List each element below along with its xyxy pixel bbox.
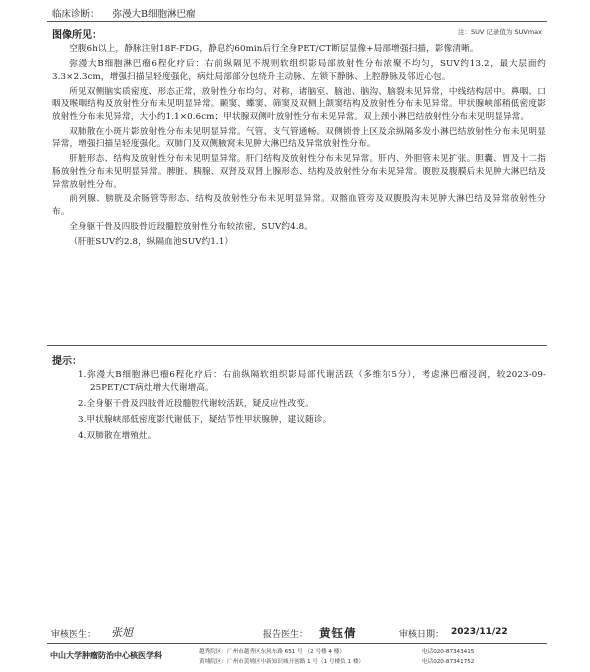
reporter-name: 黄钰倩 <box>319 626 357 640</box>
findings-paragraph: 全身躯干骨及四肢骨近段髓腔放射性分布较浓密，SUV约4.8。 <box>69 222 313 233</box>
findings-paragraph: 空腹6h以上，静脉注射18F-FDG，静息约60min后行全身PET/CT断层显像+局部增强扫描，影像清晰。 <box>69 44 479 54</box>
hint-item: 3.甲状腺峡部低密度影代谢低下，疑结节性甲状腺肿，建议随诊。 <box>78 414 332 425</box>
date-value: 2023/11/22 <box>451 627 508 637</box>
findings-paragraph: 前列腺、膀胱及余肠管等形态、结构及放射性分布未见明显异常。双髂血管旁及双腹股沟未见肿大淋巴结及异常放射性分布。 <box>52 194 546 218</box>
findings-paragraph: 双肺散在小斑片影放射性分布未见明显异常。气管、支气管通畅。双侧锁骨上区及余纵隔多发小淋巴结放射性分布未见明显异常，增强扫描呈轻度强化。双肺门及双侧腋窝未见肿大淋巴结及异常放射性分布。 <box>52 126 546 150</box>
hints-section <box>52 369 546 446</box>
divider-top <box>47 21 547 22</box>
hint-item: 4.双肺散在增殖灶。 <box>78 431 157 442</box>
address-huangpu: 黄埔院区：广州市黄埔区中新知识城开创路 1 号（1 号楼负 1 楼） <box>199 659 365 665</box>
divider-footer <box>47 643 547 644</box>
diagnosis-value: 弥漫大B细胞淋巴瘤 <box>112 9 196 20</box>
suv-note: 注：SUV 记录值为 SUVmax <box>458 28 542 36</box>
date-label: 审核日期： <box>399 630 445 640</box>
hint-item: 2.全身躯干骨及四肢骨近段髓腔代谢较活跃，疑反应性改变。 <box>78 398 314 409</box>
hints-title: 提示： <box>52 356 82 367</box>
reviewer-signature: 张旭 <box>111 626 133 639</box>
findings-paragraph: 所见双侧脑实质密度、形态正常，放射性分布均匀、对称，诸脑室、脑池、脑沟、脑裂未见异常，中线结构居中。鼻咽、口咽及喉咽结构及放射性分布未见明显异常。颞窦、蝶窦、筛窦及双侧上颌窦结构及放射性分布未见异常。甲状腺峡部稍低密度影放射性分布未见异常，大小约1.1×0.6cm；甲状腺双侧叶放射性分布未见异常。双上颈小淋巴结放射性分布未见明显异常。 <box>52 86 546 122</box>
findings-section <box>52 43 546 251</box>
signature-row <box>47 624 547 642</box>
reviewer-label: 审核医生： <box>51 630 97 640</box>
address-yuexiu: 越秀院区：广州市越秀区东风东路 651 号 （2 号楼 4 楼） <box>199 649 345 655</box>
reporter-label: 报告医生： <box>263 630 309 640</box>
findings-paragraph: 肝脏形态、结构及放射性分布未见明显异常。肝门结构及放射性分布未见异常。肝内、外胆管未见扩张。胆囊、胃及十二指肠放射性分布未见明显异常。脾脏、胰腺、双肾及双肾上腺形态、结构及放射性分布未见异常。腹腔及腹膜后未见肿大淋巴结及异常放射性分布。 <box>52 154 546 190</box>
diagnosis-label: 临床诊断： <box>52 9 100 20</box>
findings-paragraph: （肝脏SUV约2.8，纵隔血池SUV约1.1） <box>69 237 234 248</box>
clinical-diagnosis <box>52 6 196 20</box>
hospital-footer <box>47 645 547 671</box>
hospital-name: 中山大学肿瘤防治中心核医学科 <box>50 651 162 660</box>
telephone-1: 电话020-87343415 <box>422 649 475 655</box>
findings-title: 图像所见： <box>52 30 102 41</box>
telephone-2: 电话020-87341752 <box>422 659 475 665</box>
findings-paragraph: 弥漫大B细胞淋巴瘤6程化疗后：右前纵隔见不规则软组织影局部放射性分布浓聚不均匀，SUV约13.2，最大层面约3.3×2.3cm，增强扫描呈轻度强化，病灶局部部分包绕升主动脉、左锁下静脉、上腔静脉及邻近心包。 <box>52 58 546 82</box>
hint-item: 1.弥漫大B细胞淋巴瘤6程化疗后：右前纵隔软组织影局部代谢活跃（多维尔5分），考虑淋巴瘤浸润，较2023-09-25PET/CT病灶增大代谢增高。 <box>78 370 546 393</box>
divider-middle <box>47 345 547 346</box>
